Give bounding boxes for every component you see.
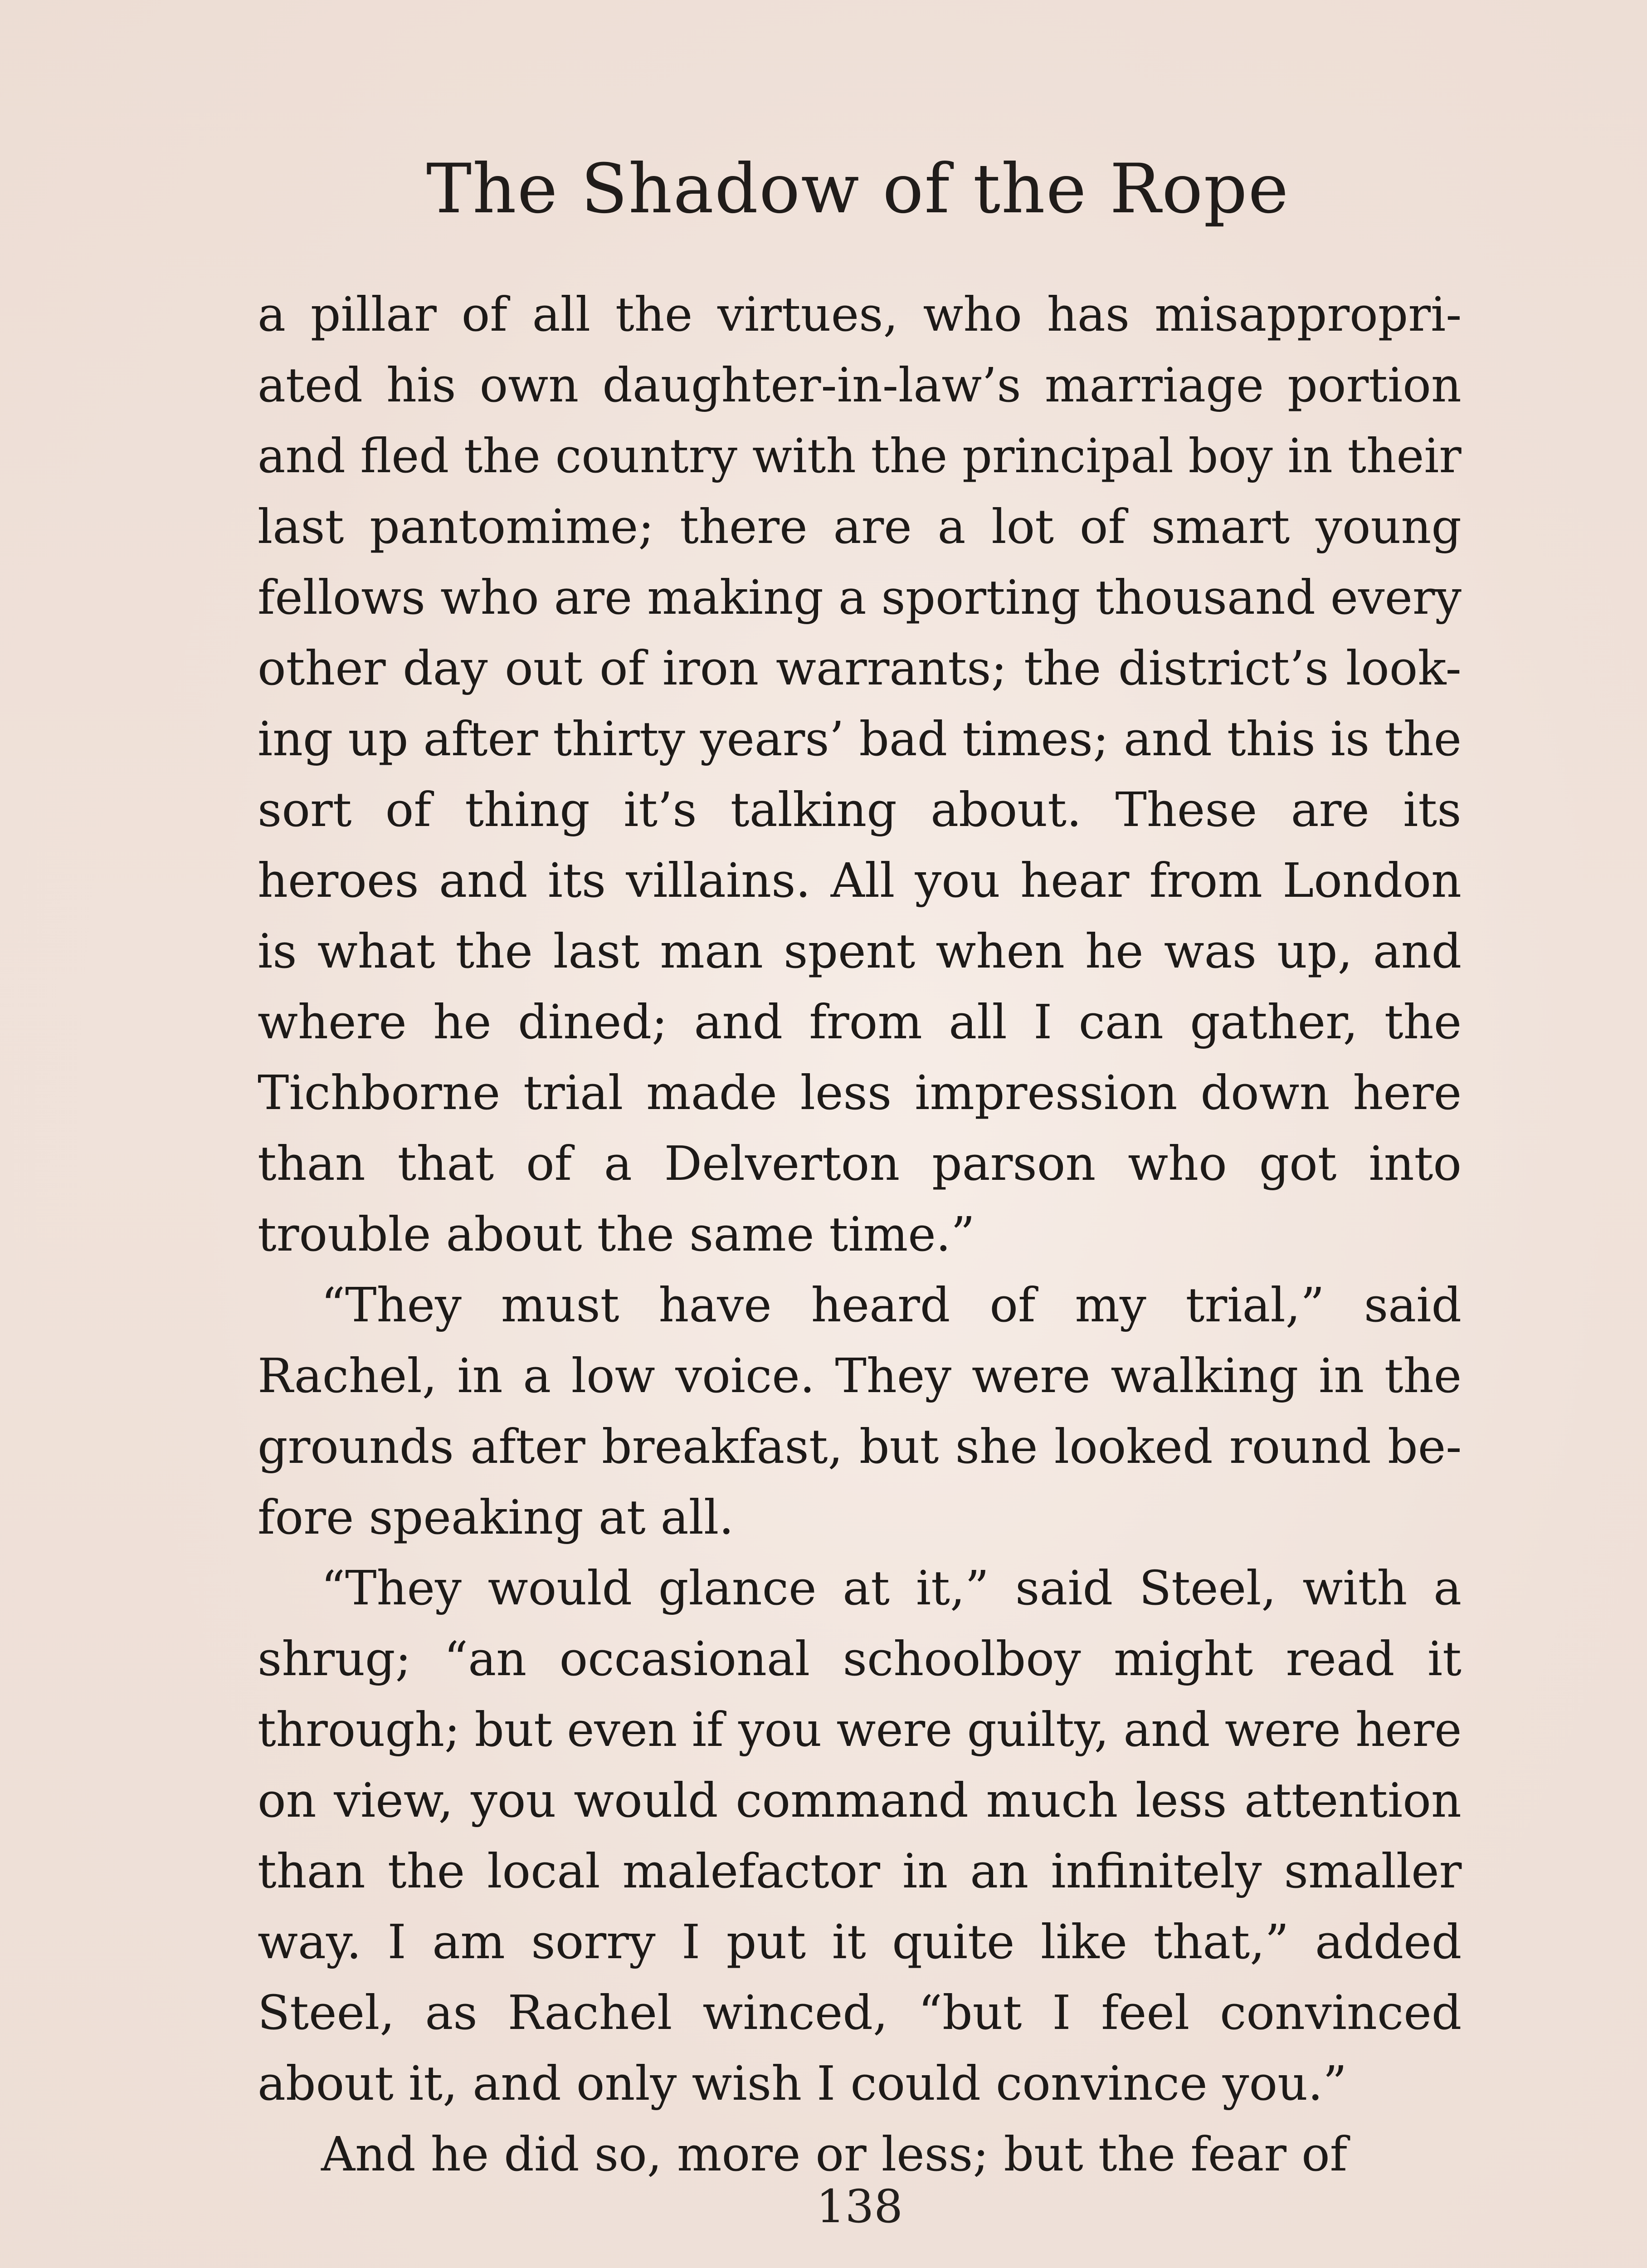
text-line-9: heroes and its villains. All you hear from London	[258, 853, 1462, 908]
running-head: The Shadow of the Rope	[426, 150, 1290, 229]
text-line-27: And he did so, more or less; but the fear of	[321, 2126, 1348, 2182]
text-line-21: through; but even if you were guilty, and were here	[258, 1702, 1462, 1757]
text-line-14: trouble about the same time.”	[258, 1207, 975, 1262]
page-number: 138	[816, 2180, 903, 2233]
text-line-8: sort of thing it’s talking about. These are its	[258, 782, 1462, 837]
text-line-19: “They would glance at it,” said Steel, with a	[321, 1560, 1462, 1616]
text-line-15: “They must have heard of my trial,” said	[321, 1277, 1462, 1333]
text-line-7: ing up after thirty years’ bad times; and this is the	[258, 711, 1462, 767]
text-line-26: about it, and only wish I could convince you.”	[258, 2056, 1347, 2111]
text-line-1: a pillar of all the virtues, who has misappropri-	[258, 287, 1462, 342]
text-line-17: grounds after breakfast, but she looked round be-	[258, 1419, 1462, 1474]
text-line-2: ated his own daughter-in-law’s marriage portion	[258, 357, 1462, 413]
text-line-24: way. I am sorry I put it quite like that,” added	[258, 1914, 1462, 1970]
text-line-6: other day out of iron warrants; the district’s look-	[258, 640, 1462, 696]
text-line-3: and fled the country with the principal boy in their	[258, 428, 1462, 484]
text-line-12: Tichborne trial made less impression down here	[258, 1065, 1462, 1120]
text-line-4: last pantomime; there are a lot of smart young	[258, 499, 1462, 554]
text-line-11: where he dined; and from all I can gather, the	[258, 994, 1462, 1050]
text-line-25: Steel, as Rachel winced, “but I feel convinced	[258, 1985, 1462, 2040]
text-line-20: shrug; “an occasional schoolboy might read it	[258, 1631, 1462, 1686]
text-line-18: fore speaking at all.	[258, 1490, 734, 1545]
text-line-22: on view, you would command much less attention	[258, 1773, 1462, 1828]
text-line-10: is what the last man spent when he was up, and	[258, 924, 1462, 979]
text-line-13: than that of a Delverton parson who got into	[258, 1136, 1462, 1191]
text-line-23: than the local malefactor in an infinitely smaller	[258, 1843, 1462, 1899]
text-line-16: Rachel, in a low voice. They were walking in the	[258, 1348, 1462, 1403]
text-line-5: fellows who are making a sporting thousand every	[258, 570, 1462, 625]
